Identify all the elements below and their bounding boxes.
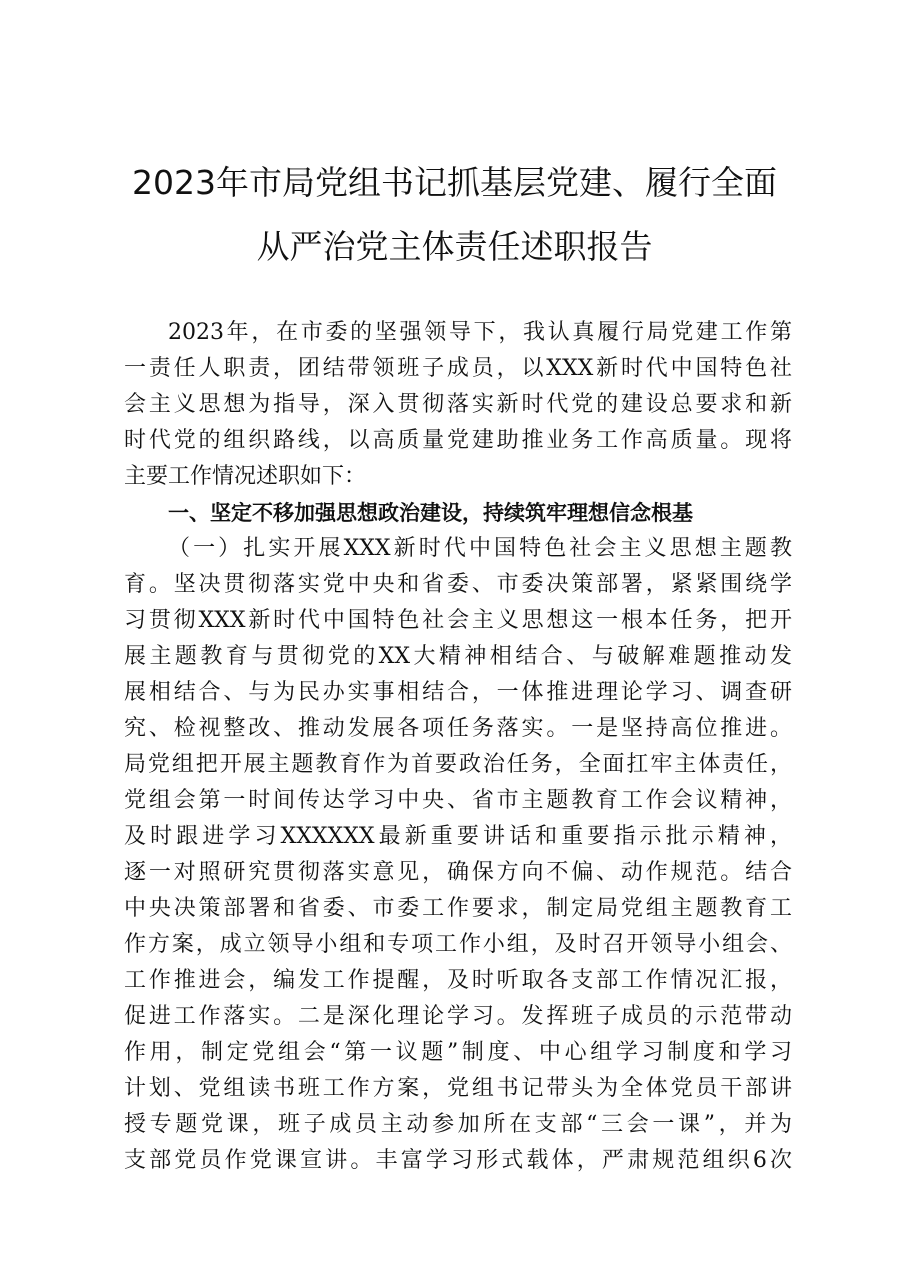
paragraph-2-line-4: 展主题教育与贯彻党的XX大精神相结合、与破解难题推动发 [124,644,792,669]
paragraph-2-line-3: 习贯彻XXX新时代中国特色社会主义思想这一根本任务，把开 [124,608,792,633]
paragraph-2-line-17: 授专题党课，班子成员主动参加所在支部“三会一课”，并为 [124,1112,792,1137]
paragraph-2-line-9: 及时跟进学习XXXXXX最新重要讲话和重要指示批示精神， [124,824,792,849]
paragraph-2-line-1: （一）扎实开展XXX新时代中国特色社会主义思想主题教 [168,536,792,561]
paragraph-2-line-13: 工作推进会，编发工作提醒，及时听取各支部工作情况汇报， [124,968,792,993]
paragraph-1-line-1: 2023年，在市委的坚强领导下，我认真履行局党建工作第 [168,320,792,345]
paragraph-2-line-6: 究、检视整改、推动发展各项任务落实。一是坚持高位推进。 [124,716,792,741]
paragraph-2-line-8: 党组会第一时间传达学习中央、省市主题教育工作会议精神， [124,788,792,813]
paragraph-2-line-5: 展相结合、与为民办实事相结合，一体推进理论学习、调查研 [124,680,792,705]
paragraph-2-line-2: 育。坚决贯彻落实党中央和省委、市委决策部署，紧紧围绕学 [124,572,792,597]
paragraph-1-line-2: 一责任人职责，团结带领班子成员，以XXX新时代中国特色社 [124,356,792,381]
paragraph-2-line-16: 计划、党组读书班工作方案，党组书记带头为全体党员干部讲 [124,1076,792,1101]
document-title-line-2: 从严治党主体责任述职报告 [256,227,653,266]
paragraph-1-line-4: 时代党的组织路线，以高质量党建助推业务工作高质量。现将 [124,428,792,453]
paragraph-2-line-18: 支部党员作党课宣讲。丰富学习形式载体，严肃规范组织6次 [124,1148,792,1173]
paragraph-2-line-7: 局党组把开展主题教育作为首要政治任务，全面扛牢主体责任， [124,752,792,777]
section-1-heading: 一、坚定不移加强思想政治建设，持续筑牢理想信念根基 [168,501,693,525]
paragraph-1-line-5: 主要工作情况述职如下： [124,464,367,489]
paragraph-2-line-14: 促进工作落实。二是深化理论学习。发挥班子成员的示范带动 [124,1004,792,1029]
paragraph-2-line-11: 中央决策部署和省委、市委工作要求，制定局党组主题教育工 [124,896,792,921]
paragraph-2-line-15: 作用，制定党组会“第一议题”制度、中心组学习制度和学习 [124,1040,792,1065]
paragraph-1-line-3: 会主义思想为指导，深入贯彻落实新时代党的建设总要求和新 [124,392,792,417]
paragraph-2-line-10: 逐一对照研究贯彻落实意见，确保方向不偏、动作规范。结合 [124,860,792,885]
paragraph-2-line-12: 作方案，成立领导小组和专项工作小组，及时召开领导小组会、 [124,932,792,957]
document-title-line-1: 2023年市局党组书记抓基层党建、履行全面 [132,163,777,202]
